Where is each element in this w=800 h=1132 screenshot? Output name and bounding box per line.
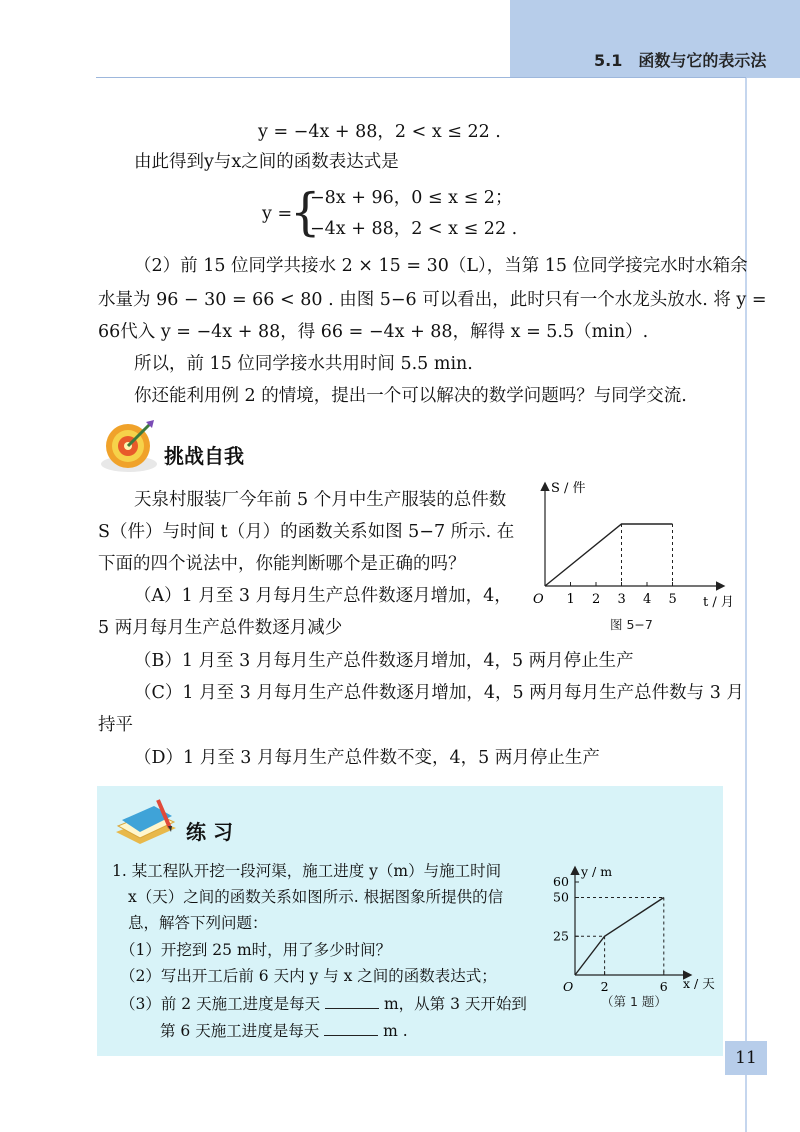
piecewise-case-2: −4x + 88，2 < x ≤ 22 . [310, 219, 518, 239]
paragraph-2-line-2: 水量为 96 − 30 = 66 < 80 . 由图 5−6 可以看出，此时只有一个水龙头放水. 将 y = [98, 290, 767, 310]
q1-sub-3-text-a: （3）前 2 天施工进度是每天 [120, 995, 321, 1013]
challenge-line-1: 天泉村服装厂今年前 5 个月中生产服装的总件数 [134, 490, 507, 510]
target-icon [98, 416, 160, 476]
x-tick-label: 3 [617, 592, 626, 607]
option-b: （B）1 月至 3 月每月生产总件数逐月增加，4，5 两月停止生产 [134, 651, 634, 671]
y-tick-label: 60 [553, 874, 569, 889]
option-a-line-1: （A）1 月至 3 月每月生产总件数逐月增加，4， [134, 586, 512, 606]
x-tick-label: 6 [659, 979, 668, 994]
x-tick-label: 4 [643, 592, 652, 607]
x-tick-label: O [533, 592, 544, 607]
x-tick-label: 2 [600, 979, 609, 994]
challenge-line-2: S（件）与时间 t（月）的函数关系如图 5−7 所示. 在 [98, 522, 515, 542]
figure-caption: 图 5−7 [610, 617, 653, 632]
answer-blank-2[interactable] [324, 1021, 378, 1036]
figure-5-7-chart [525, 476, 734, 626]
option-d: （D）1 月至 3 月每月生产总件数不变，4，5 两月停止生产 [134, 748, 600, 768]
margin-rule [745, 78, 747, 1132]
piecewise-lhs: y = [262, 204, 293, 224]
expression-intro: 由此得到y与x之间的函数表达式是 [134, 152, 399, 172]
paragraph-4: 你还能利用例 2 的情境，提出一个可以解决的数学问题吗？与同学交流. [134, 386, 687, 406]
q1-sub-3-text-d: m . [383, 1022, 408, 1040]
q1-line-2: x（天）之间的函数关系如图所示. 根据图象所提供的信 [128, 888, 504, 906]
y-tick-label: 50 [553, 889, 569, 905]
exercise-1-chart [545, 860, 720, 994]
x-axis-label: x / 天 [683, 976, 715, 991]
y-tick-label: 25 [553, 928, 569, 944]
q1-sub-1: （1）开挖到 25 m时，用了多少时间？ [120, 941, 392, 959]
y-axis-label: S / 件 [551, 481, 586, 496]
challenge-line-3: 下面的四个说法中，你能判断哪个是正确的吗？ [98, 554, 466, 574]
equation-top: y = −4x + 88，2 < x ≤ 22 . [258, 122, 501, 142]
x-tick-label: 1 [566, 592, 575, 607]
section-title: 函数与它的表示法 [638, 51, 767, 70]
option-c-line-2: 持平 [98, 715, 133, 735]
x-axis-label: t / 月 [703, 595, 734, 610]
q1-sub-3-line-2 [160, 1021, 408, 1040]
notebook-pencil-icon [112, 798, 182, 850]
page-number: 11 [725, 1041, 767, 1075]
challenge-title: 挑战自我 [164, 444, 244, 468]
x-tick-label: 2 [592, 592, 601, 607]
q1-sub-2: （2）写出开工后前 6 天内 y 与 x 之间的函数表达式； [120, 967, 497, 985]
option-a-line-2: 5 两月每月生产总件数逐月减少 [98, 618, 343, 638]
q1-line-3: 息，解答下列问题： [128, 914, 268, 932]
paragraph-2-line-3: 66代入 y = −4x + 88，得 66 = −4x + 88，解得 x = 5.5（min）. [98, 322, 649, 342]
y-axis-label: y / m [581, 864, 613, 879]
q1-line-1: 1. 某工程队开挖一段河渠，施工进度 y（m）与施工时间 [112, 862, 502, 880]
exercise-figure-caption: （第 1 题） [601, 994, 667, 1009]
series-line [545, 524, 673, 586]
x-tick-label: 5 [668, 592, 677, 607]
q1-sub-3-text-b: m，从第 3 天开始到 [383, 995, 527, 1013]
header-rule [96, 77, 746, 78]
section-number: 5.1 [594, 51, 623, 70]
option-c-line-1: （C）1 月至 3 月每月生产总件数逐月增加，4，5 两月每月生产总件数与 3 月 [134, 683, 744, 703]
paragraph-3: 所以，前 15 位同学接水共用时间 5.5 min. [134, 354, 473, 374]
q1-sub-3-line-1 [120, 994, 527, 1013]
practice-title: 练 习 [186, 820, 233, 844]
q1-sub-3-text-c: 第 6 天施工进度是每天 [160, 1022, 320, 1040]
piecewise-case-1: −8x + 96，0 ≤ x ≤ 2； [310, 188, 513, 208]
section-heading [594, 48, 766, 71]
paragraph-2-line-1: （2）前 15 位同学共接水 2 × 15 = 30（L），当第 15 位同学接完水时水箱余 [134, 256, 748, 276]
x-tick-label: O [563, 979, 574, 994]
answer-blank-1[interactable] [325, 994, 379, 1009]
piecewise-brace: { [290, 182, 321, 242]
